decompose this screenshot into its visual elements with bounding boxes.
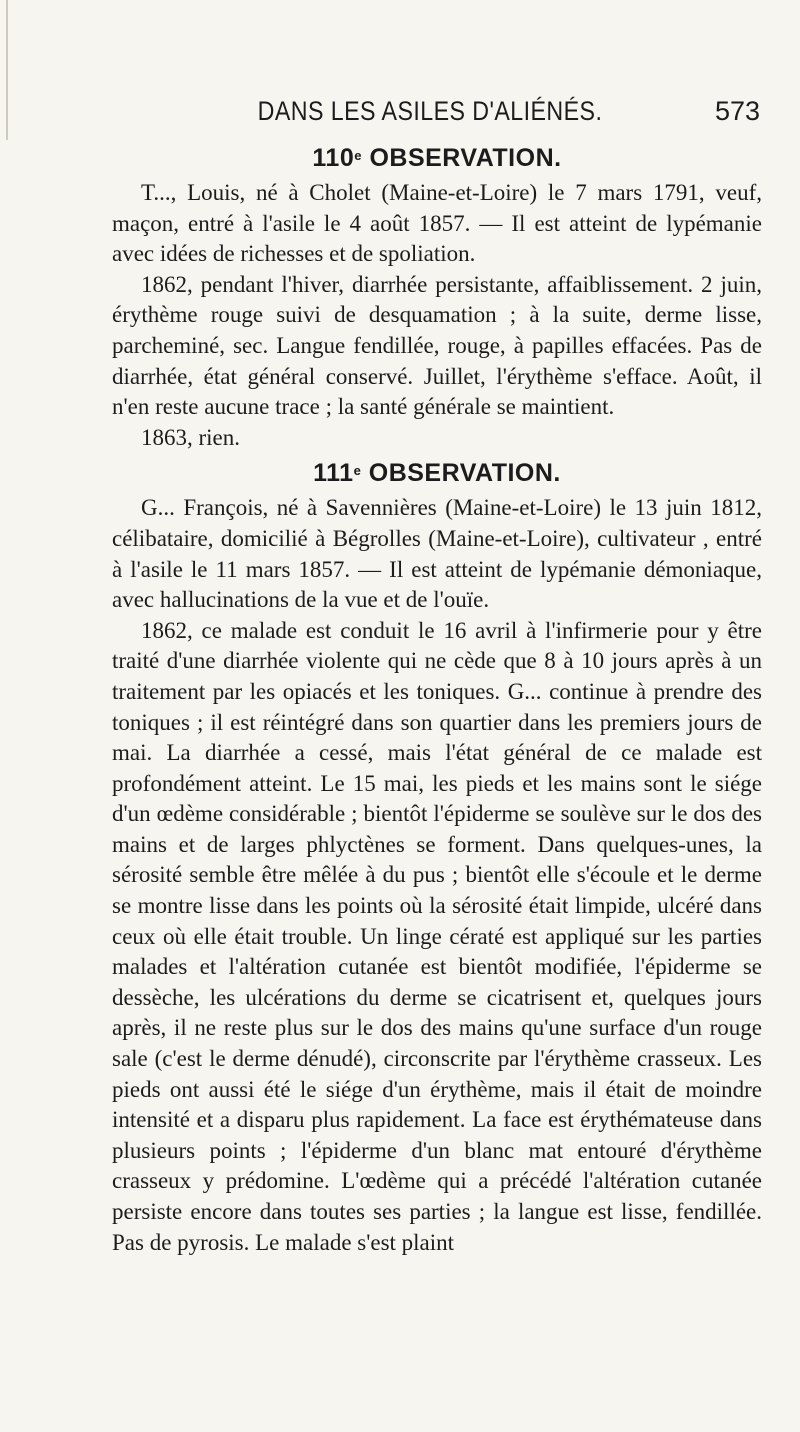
observation-number: 110 [312, 144, 355, 172]
body-text [112, 142, 762, 1258]
paragraph: 1862, pendant l'hiver, diarrhée persistante, affaiblissement. 2 juin, érythème rouge suivi de desquamation ; à la suite, derme lisse, parcheminé, sec. Langue fendillée, rouge, à papilles effacées. Pas de diarrhée, état général conservé. Juillet, l'érythème s'efface. Août, il n'en reste aucune trace ; la santé générale se maintient. [112, 271, 762, 420]
observation-label: OBSERVATION. [369, 144, 562, 172]
paragraph: G... François, né à Savennières (Maine-et-Loire) le 13 juin 1812, célibataire, domicilié à Bégrolles (Maine-et-Loire), cultivateur , entré à l'asile le 11 mars 1857. — Il est atteint de lypémanie démoniaque, avec hallucinations de la vue et de l'ouïe. [112, 495, 762, 613]
page-edge-line [6, 0, 8, 140]
paragraph: T..., Louis, né à Cholet (Maine-et-Loire) le 7 mars 1791, veuf, maçon, entré à l'asile le 4 août 1857. — Il est atteint de lypémanie avec idées de richesses et de spoliation. [112, 180, 762, 267]
observation-heading [112, 457, 762, 489]
observation-number: 111 [313, 459, 354, 488]
ordinal-suffix: e [353, 463, 362, 479]
paragraph: 1862, ce malade est conduit le 16 avril à l'infirmerie pour y être traité d'une diarrhée violente qui ne cède que 8 à 10 jours après à un traitement par les opiacés et les toniques. G... continue à prendre des toniques ; il est réintégré dans son quartier dans les premiers jours de mai. La diarrhée a cessé, mais l'état général de ce malade est profondément atteint. Le 15 mai, les pieds et les mains sont le siége d'un œdème considérable ; bientôt l'épiderme se soulève sur le dos des mains et de larges phlyctènes se forment. Dans quelques-unes, la sérosité semble être mêlée à du pus ; bientôt elle s'écoule et le derme se montre lisse dans les points où la sérosité était limpide, ulcéré dans ceux où elle était trouble. Un linge cératé est appliqué sur les parties malades et l'altération cutanée est bientôt modifiée, l'épiderme se dessèche, les ulcérations du derme se cicatrisent et, quelques jours après, il ne reste plus sur le dos des mains qu'une surface d'un rouge sale (c'est le derme dénudé), circonscrite par l'érythème crasseux. Les pieds ont aussi été le siége d'un érythème, mais il était de moindre intensité et a disparu plus rapidement. La face est érythémateuse dans plusieurs points ; l'épiderme d'un blanc mat entouré d'érythème crasseux y prédomine. L'œdème qui a précédé l'altération cutanée persiste encore dans toutes ses parties ; la langue est lisse, fendillée. Pas de pyrosis. Le malade s'est plaint [112, 617, 762, 1255]
ordinal-suffix: e [354, 148, 362, 163]
running-head [100, 96, 760, 132]
observation-110 [112, 142, 762, 453]
observation-label: OBSERVATION. [368, 459, 561, 488]
observation-111 [112, 457, 762, 1258]
running-title: DANS LES ASILES D'ALIÉNÉS. [257, 96, 603, 126]
observation-heading [112, 142, 762, 174]
paragraph: 1863, rien. [141, 424, 241, 450]
page-number: 573 [714, 96, 760, 126]
